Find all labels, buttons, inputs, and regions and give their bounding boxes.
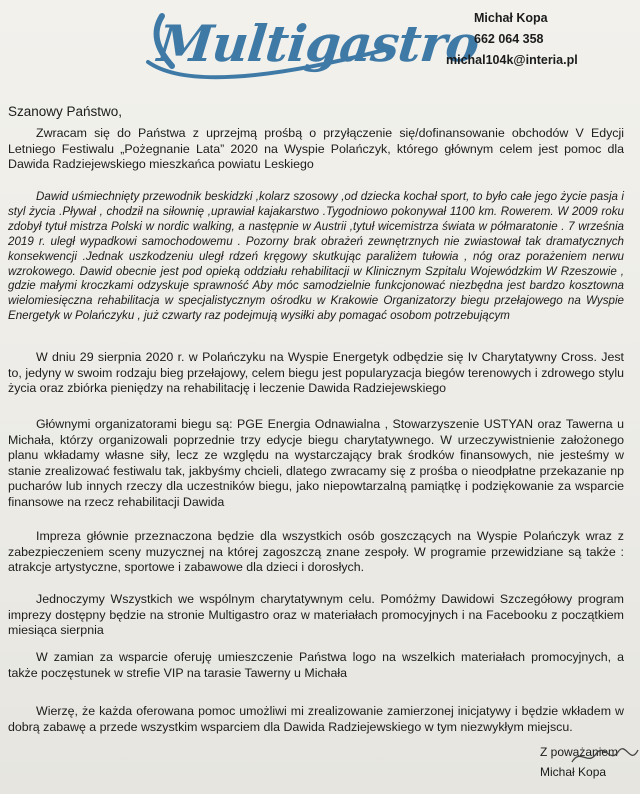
paragraph-closing: Wierzę, że każda oferowana pomoc umożliwi mi zrealizowanie zamierzonej inicjatywy i będzie wkładem w dobrą zabawę a przede wszystkim wsparciem dla Dawida Radziejewskiego w tym niezwykłym miejscu. <box>8 704 624 734</box>
signature-name: Michał Kopa <box>540 765 607 779</box>
paragraph-offer: W zamian za wsparcie oferuję umieszczenie Państwa logo na wszelkich materiałach promocyjnych, a także poczęstunek w strefie VIP na tarasie Tawerny u Michała <box>8 650 624 680</box>
logo-wordmark: Multigastro <box>154 14 482 73</box>
contact-block <box>444 8 614 71</box>
closing-phrase: Z poważaniem <box>540 745 619 759</box>
multigastro-logo <box>142 8 482 86</box>
paragraph-request: Zwracam się do Państwa z uprzejmą prośbą o przyłączenie się/dofinansowanie obchodów V Edycji Letniego Festiwalu „Pożegnanie Lata” 2020 na Wyspie Polańczyk, którego głównym celem jest pomoc dla Dawida Radziejewskiego mieszkańca powiatu Leskiego <box>8 126 624 172</box>
contact-phone: 662 064 358 <box>474 32 544 46</box>
paragraph-event-program: Impreza głównie przeznaczona będzie dla wszystkich osób goszczących na Wyspie Polańczyk wraz z zabezpieczeniem sceny muzycznej na której zagoszczą znane zespoły. W programie przewidziane są także : atrakcje artystyczne, sportowe i zabawowe dla dzieci i dorosłych. <box>8 529 624 575</box>
paragraph-join-us: Jednoczymy Wszystkich we wspólnym charytatywnym celu. Pomóżmy Dawidowi Szczegółowy program imprezy dostępny będzie na stronie Multigastro oraz w materiałach promocyjnych i na Facebooku z początkiem miesiąca sierpnia <box>8 592 624 638</box>
paragraph-cross-run: W dniu 29 sierpnia 2020 r. w Polańczyku na Wyspie Energetyk odbędzie się Iv Charytatywny Cross. Jest to, jedyny w swoim rodzaju bieg przełajowy, celem biegu jest popularyzacja biegów terenowych i zdrowego stylu życia oraz zbiórka pieniędzy na rehabilitację i leczenie Dawida Radziejewskiego <box>8 350 624 396</box>
contact-email: michal104k@interia.pl <box>446 53 578 67</box>
greeting: Szanowy Państwo, <box>8 104 123 119</box>
paragraph-dawid-story: Dawid uśmiechnięty przewodnik beskidzki ,kolarz szosowy ,od dziecka kochał sport, to było całe jego życie pasja i styl życia .Pływał , chodził na siłownię ,uprawiał kajakarstwo .Tygodniowo pokonywał 1100 km. Rowerem. W 2009 roku zdobył tytuł mistrza Polski w nordic walking, a następnie w Austrii ,tytuł wicemistrza świata w półmaratonie . 7 września 2019 r. uległ wypadkowi samochodowemu . Pozorny brak obrażeń zewnętrznych nie zwiastował tak dramatycznych konsekwencji .Jednak uszkodzeniu uległ rdzeń kręgowy skutkując paraliżem tułowia , nóg oraz porażeniem nerwu wzrokowego. Dawid obecnie jest pod opieką oddziału rehabilitacji w Klinicznym Szpitalu Wojewódzkim W Rzeszowie , gdzie małymi kroczkami odzyskuje sprawność Aby móc samodzielnie funkcjonować niezbędna jest bardzo kosztowna wielomiesięczna rehabilitacja w specjalistycznym ośrodku w Krakowie Organizatorzy biegu przełajowego na Wyspie Energetyk w Polańczyku , już czwarty raz podejmują wysiłki aby pomagać osobom potrzebującym <box>8 190 624 323</box>
signature-block <box>540 742 618 782</box>
paragraph-organizers: Głównymi organizatorami biegu są: PGE Energia Odnawialna , Stowarzyszenie USTYAN oraz Tawerna u Michała, którzy organizowali poprzednie trzy edycje biegu charytatywnego. W urzeczywistnienie założonego planu wkładamy własne siły, lecz ze względu na wystarczający brak środków finansowych, nie jesteśmy w stanie zrealizować festiwalu tak, jakbyśmy chcieli, dlatego zwracamy się z prośba o nieodpłatne przekazanie np pucharów lub innych rzeczy dla uczestników biegu, jako niepowtarzalną pamiątkę i podziękowanie za wsparcie finansowe na rzecz rehabilitacji Dawida <box>8 417 624 509</box>
handwritten-signature-icon <box>570 744 640 770</box>
contact-name: Michał Kopa <box>474 11 548 25</box>
